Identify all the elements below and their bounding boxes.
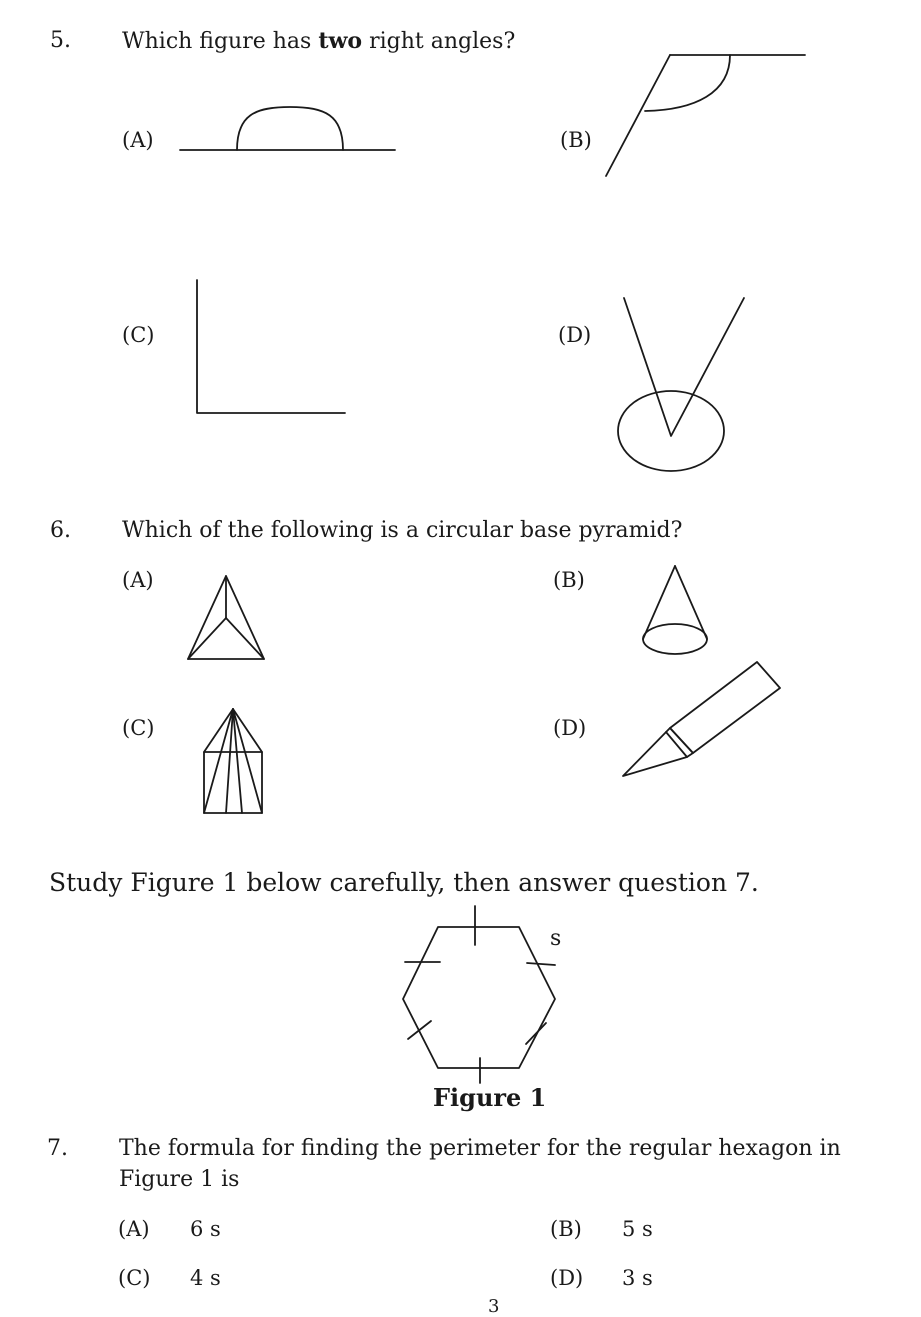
question-7-text-line-1: The formula for finding the perimeter for the regular hexagon in (119, 1136, 841, 1161)
q7-option-a-label[interactable]: (A) (118, 1217, 150, 1241)
q5-figure-b (600, 48, 820, 183)
q5-figure-c (190, 275, 360, 425)
q5-option-d-label[interactable]: (D) (558, 323, 592, 347)
q7-option-d-label[interactable]: (D) (550, 1266, 584, 1290)
q6-figure-c (198, 702, 273, 822)
question-7-number: 7. (47, 1136, 68, 1161)
q6-figure-a (180, 570, 275, 670)
question-5-text-part: Which figure has (122, 29, 319, 54)
question-7-text-line-2: Figure 1 is (119, 1167, 240, 1192)
page-number: 3 (488, 1296, 500, 1317)
q7-option-a-value: 6 s (190, 1217, 221, 1241)
question-6-number: 6. (50, 518, 71, 543)
figure-caption: Figure 1 (433, 1083, 547, 1112)
hexagon-figure (398, 902, 573, 1087)
q6-option-b-label[interactable]: (B) (553, 568, 585, 592)
question-5-emphasis: two (318, 28, 363, 54)
question-6-text: Which of the following is a circular base pyramid? (122, 518, 683, 543)
q5-option-b-label[interactable]: (B) (560, 128, 592, 152)
question-5-text (122, 28, 515, 54)
q5-option-c-label[interactable]: (C) (122, 323, 155, 347)
q7-option-c-value: 4 s (190, 1266, 221, 1290)
q5-figure-a (170, 95, 410, 165)
q6-figure-d (618, 655, 788, 785)
q7-option-b-value: 5 s (622, 1217, 653, 1241)
instruction-text: Study Figure 1 below carefully, then answer question 7. (49, 868, 759, 897)
q7-option-d-value: 3 s (622, 1266, 653, 1290)
q5-figure-d (610, 290, 760, 480)
question-5-text-part: right angles? (362, 29, 516, 54)
q6-figure-b (635, 560, 720, 660)
question-5-number: 5. (50, 28, 71, 53)
q7-option-b-label[interactable]: (B) (550, 1217, 582, 1241)
q7-option-c-label[interactable]: (C) (118, 1266, 151, 1290)
q6-option-a-label[interactable]: (A) (122, 568, 154, 592)
q5-option-a-label[interactable]: (A) (122, 128, 154, 152)
hexagon-side-label: s (550, 926, 562, 951)
q6-option-d-label[interactable]: (D) (553, 716, 587, 740)
q6-option-c-label[interactable]: (C) (122, 716, 155, 740)
